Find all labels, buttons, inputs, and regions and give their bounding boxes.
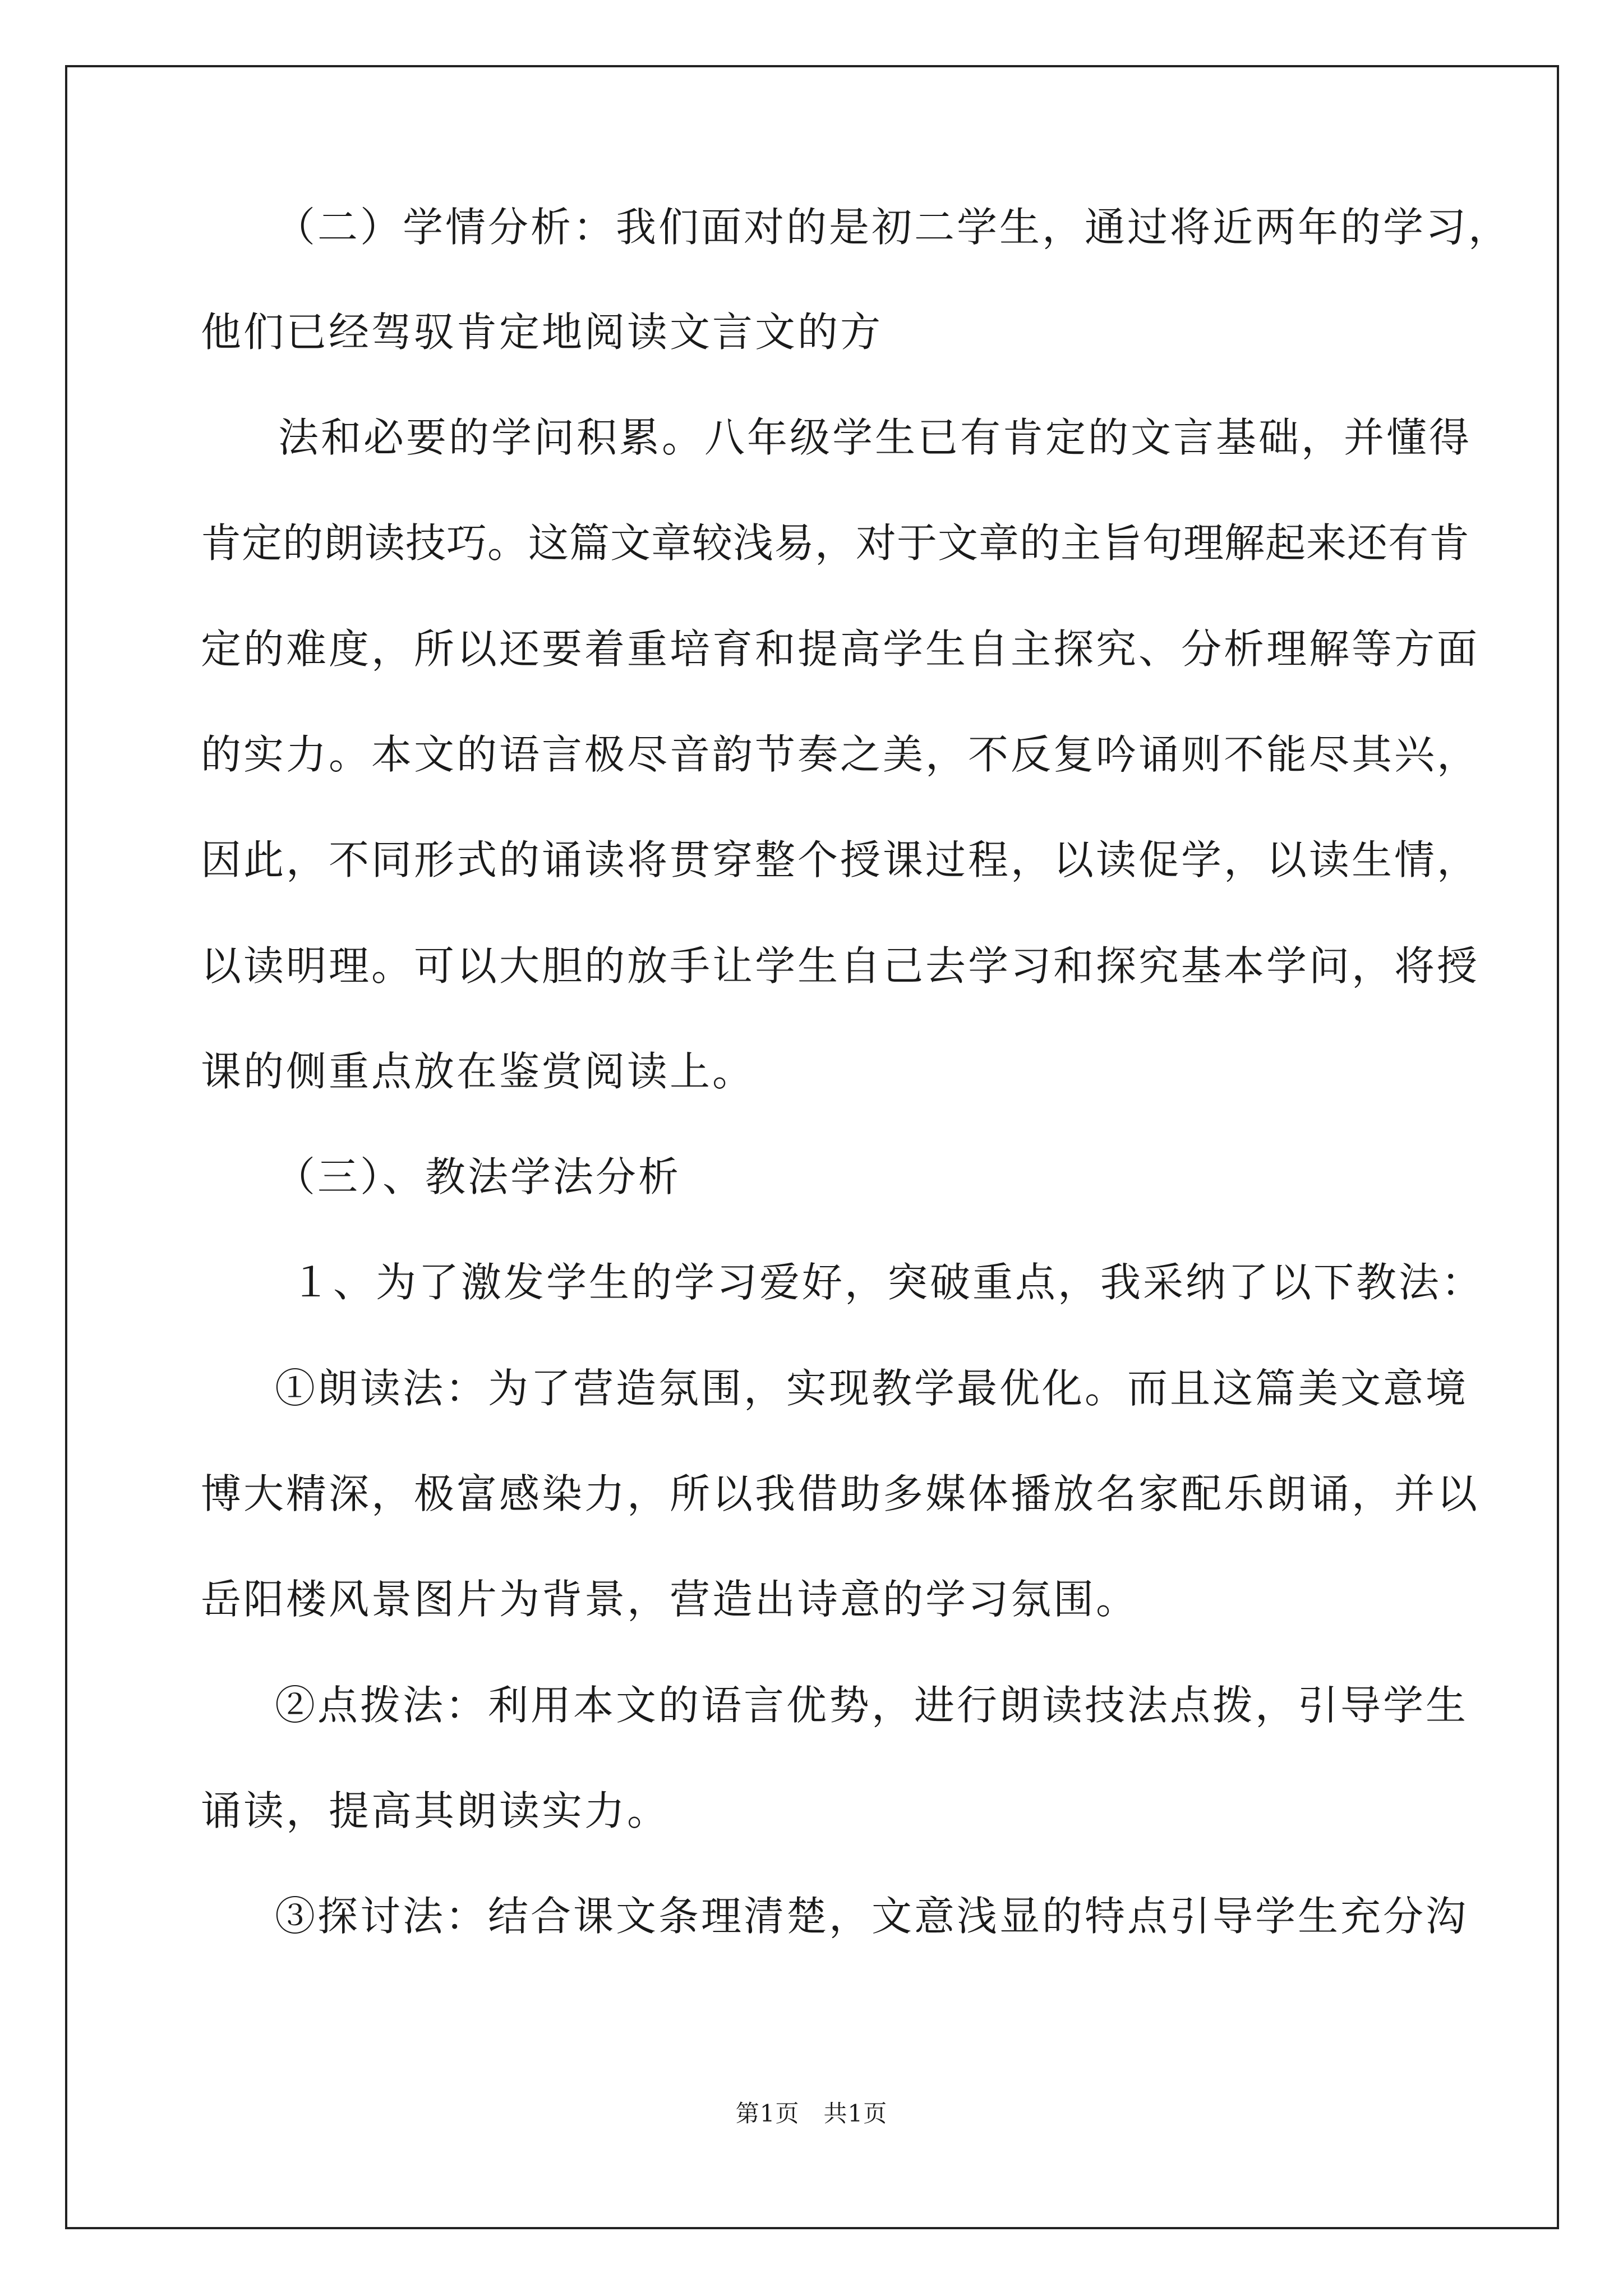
paragraph-line: 因此，不同形式的诵读将贯穿整个授课过程，以读促学，以读生情，: [201, 836, 1480, 884]
paragraph-line: 法和必要的学问积累。八年级学生已有肯定的文言基础，并懂得: [278, 414, 1472, 461]
paragraph-line: （二）学情分析：我们面对的是初二学生，通过将近两年的学习，: [275, 204, 1511, 251]
paragraph-line: 他们已经驾驭肯定地阅读文言文的方: [201, 309, 883, 356]
paragraph-line: 课的侧重点放在鉴赏阅读上。: [201, 1048, 755, 1095]
page-footer: 第1页 共1页: [735, 2100, 888, 2127]
paragraph-line: ③探讨法：结合课文条理清楚，文意浅显的特点引导学生充分沟: [275, 1893, 1469, 1940]
paragraph-line: 以读明理。可以大胆的放手让学生自己去学习和探究基本学问，将授: [201, 942, 1480, 990]
paragraph-line: ①朗读法：为了营造氛围，实现教学最优化。而且这篇美文意境: [275, 1365, 1469, 1412]
paragraph-line: ②点拨法：利用本文的语言优势，进行朗读技法点拨，引导学生: [275, 1682, 1469, 1729]
paragraph-line: 诵读，提高其朗读实力。: [201, 1787, 670, 1834]
paragraph-line: １、为了激发学生的学习爱好，突破重点，我采纳了以下教法：: [291, 1259, 1484, 1306]
paragraph-line: 的实力。本文的语言极尽音韵节奏之美，不反复吟诵则不能尽其兴，: [201, 731, 1480, 778]
paragraph-line: 博大精深，极富感染力，所以我借助多媒体播放名家配乐朗诵，并以: [201, 1470, 1480, 1517]
paragraph-line: 定的难度，所以还要着重培育和提高学生自主探究、分析理解等方面: [201, 625, 1480, 673]
paragraph-line: 岳阳楼风景图片为背景，营造出诗意的学习氛围。: [201, 1576, 1139, 1623]
paragraph-line: 肯定的朗读技巧。这篇文章较浅易，对于文章的主旨句理解起来还有肯: [201, 519, 1470, 567]
section-heading: （三）、教法学法分析: [275, 1153, 681, 1200]
